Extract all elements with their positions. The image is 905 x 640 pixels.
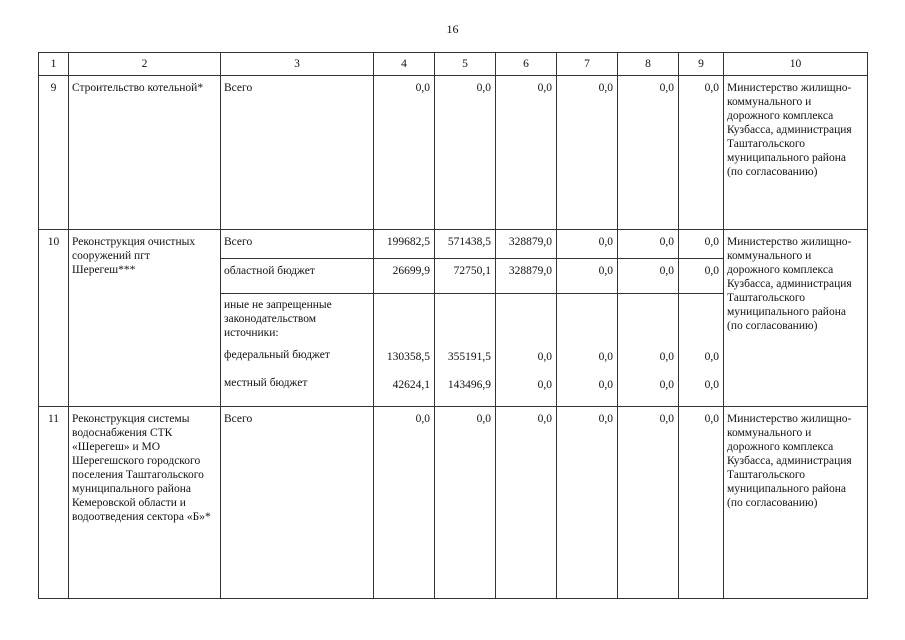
funding-source-group	[221, 294, 374, 407]
event-name: Реконструкция очистных сооружений пгт Шерегеш***	[69, 230, 221, 407]
value-cell: 0,0	[557, 259, 618, 294]
value-cell: 0,0	[618, 230, 679, 259]
value-stack	[557, 294, 618, 407]
value-cell: 0,0	[704, 379, 719, 391]
value-cell: 0,0	[496, 407, 557, 599]
executor: Министерство жилищно-коммунального и дорожного комплекса Кузбасса, администрация Таштагольского муниципального района (по согласованию)	[724, 407, 868, 599]
row-number: 11	[39, 407, 69, 599]
value-cell: 0,0	[679, 259, 724, 294]
table-row	[39, 76, 868, 230]
funding-source: Всего	[221, 76, 374, 230]
value-cell: 0,0	[557, 230, 618, 259]
value-cell: 328879,0	[496, 230, 557, 259]
value-cell: 143496,9	[447, 379, 491, 391]
value-stack	[496, 294, 557, 407]
executor: Министерство жилищно-коммунального и дорожного комплекса Кузбасса, администрация Таштагольского муниципального района (по согласованию)	[724, 76, 868, 230]
value-cell: 328879,0	[496, 259, 557, 294]
value-cell: 0,0	[704, 351, 719, 363]
value-cell: 199682,5	[374, 230, 435, 259]
value-cell: 571438,5	[435, 230, 496, 259]
value-cell: 0,0	[435, 407, 496, 599]
program-table	[38, 52, 868, 599]
value-cell: 0,0	[679, 230, 724, 259]
event-name: Реконструкция системы водоснабжения СТК «Шерегеш» и МО Шерегешского городского поселения Таштагольского муниципального района Кемеровской области и водоотведения сектора «Б»*	[69, 407, 221, 599]
value-cell: 0,0	[659, 379, 674, 391]
value-cell: 0,0	[537, 379, 552, 391]
value-cell: 72750,1	[435, 259, 496, 294]
value-cell: 0,0	[374, 76, 435, 230]
value-cell: 355191,5	[447, 351, 491, 363]
row-number: 10	[39, 230, 69, 407]
header-cell: 2	[69, 53, 221, 76]
value-cell: 0,0	[496, 76, 557, 230]
funding-source: федеральный бюджет	[224, 349, 330, 361]
value-cell: 0,0	[618, 259, 679, 294]
header-cell: 5	[435, 53, 496, 76]
value-cell: 0,0	[598, 379, 613, 391]
value-cell: 0,0	[557, 407, 618, 599]
header-cell: 7	[557, 53, 618, 76]
executor: Министерство жилищно-коммунального и дорожного комплекса Кузбасса, администрация Таштагольского муниципального района (по согласованию)	[724, 230, 868, 407]
header-cell: 8	[618, 53, 679, 76]
funding-source: местный бюджет	[224, 377, 308, 389]
value-cell: 0,0	[598, 351, 613, 363]
header-cell: 3	[221, 53, 374, 76]
header-cell: 4	[374, 53, 435, 76]
value-cell: 0,0	[557, 76, 618, 230]
value-cell: 42624,1	[392, 379, 430, 391]
event-name: Строительство котельной*	[69, 76, 221, 230]
value-cell: 0,0	[679, 76, 724, 230]
header-cell: 6	[496, 53, 557, 76]
header-row	[39, 53, 868, 76]
value-stack	[679, 294, 724, 407]
value-cell: 0,0	[679, 407, 724, 599]
other-sources-label: иные не запрещенные законодательством источники:	[224, 299, 332, 339]
value-cell: 26699,9	[374, 259, 435, 294]
funding-source: Всего	[221, 230, 374, 259]
row-number: 9	[39, 76, 69, 230]
value-cell: 0,0	[374, 407, 435, 599]
value-stack	[374, 294, 435, 407]
header-cell: 10	[724, 53, 868, 76]
value-cell: 0,0	[537, 351, 552, 363]
table-row	[39, 230, 868, 259]
page-number: 16	[446, 22, 459, 36]
value-cell: 0,0	[435, 76, 496, 230]
value-cell: 0,0	[659, 351, 674, 363]
value-stack	[435, 294, 496, 407]
header-cell: 1	[39, 53, 69, 76]
value-cell: 0,0	[618, 76, 679, 230]
table-row	[39, 407, 868, 599]
funding-source: областной бюджет	[221, 259, 374, 294]
value-cell: 130358,5	[386, 351, 430, 363]
header-cell: 9	[679, 53, 724, 76]
value-stack	[618, 294, 679, 407]
funding-source: Всего	[221, 407, 374, 599]
value-cell: 0,0	[618, 407, 679, 599]
